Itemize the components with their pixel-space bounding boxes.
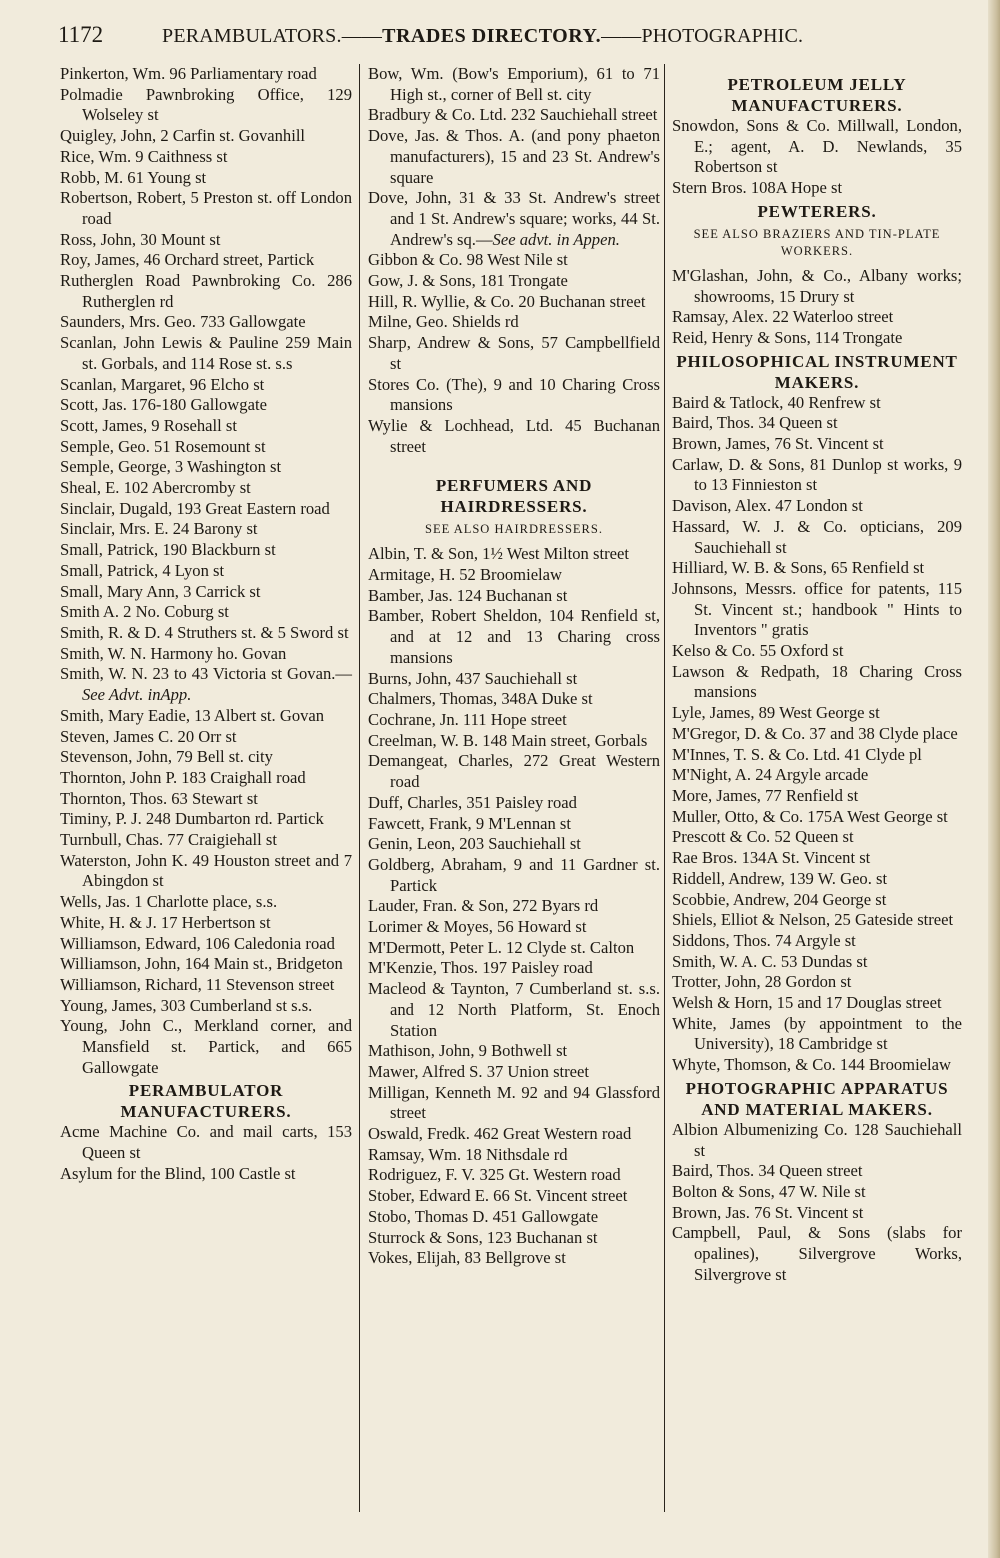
directory-entry (60, 789, 352, 810)
directory-entry (368, 1186, 660, 1207)
entry-text: Scanlan, John Lewis & Pauline 259 Main st. Gorbals, and 114 Rose st. s.s (60, 333, 352, 373)
entry-text: Polmadie Pawnbroking Office, 129 Wolseley st (60, 84, 352, 125)
directory-entry (60, 954, 352, 975)
entry-text: Vokes, Elijah, 83 Bellgrove st (368, 1248, 566, 1268)
entry-text: Baird, Thos. 34 Queen street (672, 1161, 863, 1181)
directory-entry (60, 519, 352, 540)
entry-text: Smith, W. N. Harmony ho. Govan (60, 643, 287, 663)
directory-entry (672, 827, 962, 848)
directory-entry (60, 333, 352, 374)
directory-entry (672, 266, 962, 307)
entry-text: Small, Mary Ann, 3 Carrick st (60, 581, 261, 601)
directory-entry (672, 848, 962, 869)
entry-text: Gow, J. & Sons, 181 Trongate (368, 271, 568, 291)
directory-entry (368, 669, 660, 690)
entry-text: Sturrock & Sons, 123 Buchanan st (368, 1227, 598, 1247)
entry-text: Bow, Wm. (Bow's Emporium), 61 to 71 High st., corner of Bell st. city (368, 64, 660, 104)
directory-entry (368, 565, 660, 586)
directory-entry (672, 434, 962, 455)
directory-entry (60, 250, 352, 271)
entry-text: Chalmers, Thomas, 348A Duke st (368, 689, 593, 709)
directory-entry (368, 416, 660, 457)
entry-text: Sharp, Andrew & Sons, 57 Campbellfield st (368, 333, 660, 373)
entry-text: M'Innes, T. S. & Co. Ltd. 41 Clyde pl (672, 744, 922, 764)
entry-text: Mawer, Alfred S. 37 Union street (368, 1061, 590, 1081)
directory-entry (60, 168, 352, 189)
right-heading: PHOTOGRAPHIC. (641, 25, 804, 47)
entry-text: Reid, Henry & Sons, 114 Trongate (672, 327, 903, 347)
entry-text: Hassard, W. J. & Co. opticians, 209 Sauchiehall st (672, 516, 962, 557)
entry-text: Snowdon, Sons & Co. Millwall, London, E.; agent, A. D. Newlands, 35 Robertson st (672, 116, 962, 177)
entry-text: Lauder, Fran. & Son, 272 Byars rd (368, 896, 599, 916)
entry-text: Semple, George, 3 Washington st (60, 457, 282, 477)
entry-text: Scott, Jas. 176-180 Gallowgate (60, 395, 267, 415)
entry-text: Duff, Charles, 351 Paisley road (368, 792, 577, 812)
entry-text: Bradbury & Co. Ltd. 232 Sauchiehall street (368, 105, 658, 125)
running-head: PERAMBULATORS.——TRADES DIRECTORY.——PHOTOGRAPHIC. (162, 25, 804, 47)
directory-entry (672, 703, 962, 724)
entry-text: M'Gregor, D. & Co. 37 and 38 Clyde place (672, 723, 958, 743)
advert-note: See advt. in Appen. (492, 229, 620, 249)
entry-text: Creelman, W. B. 148 Main street, Gorbals (368, 730, 648, 750)
directory-entry (368, 375, 660, 416)
entry-text: Stobo, Thomas D. 451 Gallowgate (368, 1206, 599, 1226)
directory-entry (368, 1145, 660, 1166)
directory-entry (368, 333, 660, 374)
entry-text: Wells, Jas. 1 Charlotte place, s.s. (60, 892, 278, 912)
directory-entry (368, 544, 660, 565)
entry-text: Fawcett, Frank, 9 M'Lennan st (368, 813, 571, 833)
entry-text: Sinclair, Dugald, 193 Great Eastern road (60, 498, 330, 518)
directory-entry (60, 540, 352, 561)
entry-text: M'Night, A. 24 Argyle arcade (672, 765, 869, 785)
entry-text: Smith, W. N. 23 to 43 Victoria st Govan.— (60, 664, 352, 684)
entry-text: Scobbie, Andrew, 204 George st (672, 889, 887, 909)
entry-text: Lawson & Redpath, 18 Charing Cross mansions (672, 661, 962, 702)
entry-text: Davison, Alex. 47 London st (672, 496, 863, 516)
entry-text: Ramsay, Wm. 18 Nithsdale rd (368, 1144, 568, 1164)
directory-entry (672, 393, 962, 414)
directory-entry (368, 689, 660, 710)
directory-entry (672, 178, 962, 199)
section-spacer (368, 457, 660, 473)
directory-entry (368, 64, 660, 105)
entry-text: Smith, Mary Eadie, 13 Albert st. Govan (60, 705, 325, 725)
entry-text: Johnsons, Messrs. office for patents, 115 St. Vincent st.; handbook " Hints to Inventors " gratis (672, 578, 962, 640)
directory-entry (368, 126, 660, 188)
entry-text: Steven, James C. 20 Orr st (60, 726, 237, 746)
column-divider (359, 64, 360, 1512)
center-heading: TRADES DIRECTORY. (382, 25, 602, 47)
see-also-note: SEE ALSO HAIRDRESSERS. (425, 522, 603, 537)
directory-entry (60, 230, 352, 251)
entry-text: Small, Patrick, 4 Lyon st (60, 560, 225, 580)
directory-entry (368, 188, 660, 250)
directory-entry (672, 1203, 962, 1224)
directory-entry (368, 958, 660, 979)
directory-entry (368, 586, 660, 607)
directory-entry (368, 1062, 660, 1083)
entry-text: White, James (by appointment to the University), 18 Cambridge st (672, 1013, 962, 1054)
entry-text: Oswald, Fredk. 462 Great Western road (368, 1124, 632, 1144)
directory-entry (368, 1207, 660, 1228)
see-also-note: SEE ALSO BRAZIERS AND TIN-PLATE WORKERS. (693, 226, 941, 258)
entry-text: Ross, John, 30 Mount st (60, 229, 221, 249)
entry-text: Genin, Leon, 203 Sauchiehall st (368, 834, 581, 854)
entry-text: Asylum for the Blind, 100 Castle st (60, 1163, 296, 1183)
entry-text: Bamber, Jas. 124 Buchanan st (368, 585, 568, 605)
directory-entry (60, 375, 352, 396)
entry-text: Rutherglen Road Pawnbroking Co. 286 Rutherglen rd (60, 271, 352, 311)
directory-entry (368, 292, 660, 313)
directory-entry (672, 993, 962, 1014)
directory-entry (672, 952, 962, 973)
directory-entry (60, 478, 352, 499)
directory-entry (60, 126, 352, 147)
entry-text: Milligan, Kenneth M. 92 and 94 Glassford street (368, 1082, 660, 1123)
directory-entry (368, 896, 660, 917)
directory-entry (60, 913, 352, 934)
entry-text: Lyle, James, 89 West George st (672, 703, 880, 723)
entry-text: Bolton & Sons, 47 W. Nile st (672, 1181, 866, 1201)
entry-text: Smith, W. A. C. 53 Dundas st (672, 951, 868, 971)
advert-note: See Advt. inApp. (82, 685, 192, 705)
entry-text: Williamson, Richard, 11 Stevenson street (60, 974, 335, 994)
directory-entry (672, 116, 962, 178)
directory-entry (368, 1041, 660, 1062)
entry-text: Campbell, Paul, & Sons (slabs for opalines), Silvergrove Works, Silvergrove st (672, 1223, 962, 1284)
directory-entry (60, 851, 352, 892)
entry-text: Turnbull, Chas. 77 Craigiehall st (60, 830, 277, 850)
entry-text: Young, James, 303 Cumberland st s.s. (60, 995, 313, 1015)
entry-text: Thornton, Thos. 63 Stewart st (60, 788, 258, 808)
entry-text: Siddons, Thos. 74 Argyle st (672, 930, 856, 950)
directory-entry (368, 793, 660, 814)
entry-text: Dove, Jas. & Thos. A. (and pony phaeton manufacturers), 15 and 23 St. Andrew's square (368, 126, 660, 187)
directory-entry (672, 496, 962, 517)
directory-entry (60, 706, 352, 727)
directory-entry (368, 917, 660, 938)
column-2 (368, 64, 660, 1269)
directory-entry (60, 934, 352, 955)
directory-entry (672, 662, 962, 703)
entry-text: Lorimer & Moyes, 56 Howard st (368, 917, 587, 937)
entry-text: Brown, James, 76 St. Vincent st (672, 434, 884, 454)
entry-text: Dove, John, 31 & 33 St. Andrew's street and 1 St. Andrew's square; works, 44 St. Andrew's sq.— (368, 188, 660, 249)
entry-text: Sinclair, Mrs. E. 24 Barony st (60, 519, 258, 539)
entry-text: Demangeat, Charles, 272 Great Western road (368, 751, 660, 792)
directory-entry (672, 724, 962, 745)
directory-entry (60, 1164, 352, 1185)
entry-text: Milne, Geo. Shields rd (368, 312, 519, 332)
entry-text: Quigley, John, 2 Carfin st. Govanhill (60, 126, 306, 146)
directory-entry (672, 1120, 962, 1161)
entry-text: Brown, Jas. 76 St. Vincent st (672, 1202, 864, 1222)
section-heading: PETROLEUM JELLY MANUFACTURERS. (727, 75, 907, 115)
entry-text: Stober, Edward E. 66 St. Vincent street (368, 1186, 628, 1206)
directory-entry (60, 437, 352, 458)
directory-entry (60, 644, 352, 665)
directory-entry (60, 416, 352, 437)
directory-entry (368, 938, 660, 959)
directory-entry (60, 561, 352, 582)
directory-entry (368, 814, 660, 835)
entry-text: Albin, T. & Son, 1½ West Milton street (368, 544, 629, 564)
entry-text: Small, Patrick, 190 Blackburn st (60, 540, 276, 560)
entry-text: Scott, James, 9 Rosehall st (60, 415, 237, 435)
directory-entry (672, 890, 962, 911)
directory-entry (60, 830, 352, 851)
directory-entry (60, 892, 352, 913)
entry-text: M'Glashan, John, & Co., Albany works; showrooms, 15 Drury st (672, 265, 962, 306)
page-spine-edge (988, 0, 1000, 1558)
directory-entry (672, 413, 962, 434)
entry-text: Williamson, Edward, 106 Caledonia road (60, 933, 335, 953)
entry-text: Burns, John, 437 Sauchiehall st (368, 668, 578, 688)
entry-text: Rice, Wm. 9 Caithness st (60, 146, 228, 166)
directory-entry (672, 807, 962, 828)
directory-entry (368, 312, 660, 333)
entry-text: Prescott & Co. 52 Queen st (672, 827, 854, 847)
entry-text: Welsh & Horn, 15 and 17 Douglas street (672, 993, 942, 1013)
entry-text: Hill, R. Wyllie, & Co. 20 Buchanan street (368, 291, 646, 311)
directory-entry (672, 910, 962, 931)
entry-text: Trotter, John, 28 Gordon st (672, 972, 852, 992)
entry-text: Pinkerton, Wm. 96 Parliamentary road (60, 64, 317, 83)
directory-entry (60, 664, 352, 705)
directory-entry (672, 579, 962, 641)
entry-text: Hilliard, W. B. & Sons, 65 Renfield st (672, 558, 925, 578)
directory-entry (672, 1055, 962, 1076)
directory-entry (60, 996, 352, 1017)
directory-entry (60, 747, 352, 768)
left-heading: PERAMBULATORS. (162, 25, 342, 47)
section-heading: PHILOSOPHICAL INSTRUMENT MAKERS. (676, 351, 958, 392)
directory-entry (60, 975, 352, 996)
entry-text: Goldberg, Abraham, 9 and 11 Gardner st. Partick (368, 854, 660, 895)
directory-entry (672, 517, 962, 558)
directory-entry (368, 1165, 660, 1186)
entry-text: Saunders, Mrs. Geo. 733 Gallowgate (60, 312, 306, 332)
directory-entry (672, 307, 962, 328)
entry-text: Scanlan, Margaret, 96 Elcho st (60, 374, 265, 394)
directory-entry (60, 623, 352, 644)
entry-text: Whyte, Thomson, & Co. 144 Broomielaw (672, 1055, 951, 1075)
directory-entry (672, 745, 962, 766)
entry-text: Stores Co. (The), 9 and 10 Charing Cross mansions (368, 374, 660, 415)
page-number: 1172 (58, 22, 104, 47)
entry-text: Albion Albumenizing Co. 128 Sauchiehall st (672, 1119, 962, 1160)
directory-entry (672, 1161, 962, 1182)
entry-text: Semple, Geo. 51 Rosemount st (60, 436, 266, 456)
directory-entry (672, 1014, 962, 1055)
entry-text: Kelso & Co. 55 Oxford st (672, 641, 844, 661)
entry-text: Bamber, Robert Sheldon, 104 Renfield st, and at 12 and 13 Charing cross mansions (368, 606, 660, 667)
directory-entry (368, 731, 660, 752)
entry-text: Baird & Tatlock, 40 Renfrew st (672, 392, 881, 412)
section-heading: PEWTERERS. (757, 201, 877, 221)
directory-entry (368, 751, 660, 792)
directory-entry (368, 1248, 660, 1269)
entry-text: Smith A. 2 No. Coburg st (60, 602, 229, 622)
entry-text: Wylie & Lochhead, Ltd. 45 Buchanan street (368, 415, 660, 456)
entry-text: Gibbon & Co. 98 West Nile st (368, 250, 568, 270)
directory-entry (60, 768, 352, 789)
directory-entry (60, 395, 352, 416)
entry-text: Williamson, John, 164 Main st., Bridgeton (60, 954, 343, 974)
directory-entry (60, 271, 352, 312)
directory-entry (672, 641, 962, 662)
entry-text: White, H. & J. 17 Herbertson st (60, 912, 271, 932)
section-heading: PERFUMERS AND HAIRDRESSERS. (435, 476, 593, 517)
directory-entry (368, 250, 660, 271)
entry-text: Timiny, P. J. 248 Dumbarton rd. Partick (60, 809, 324, 829)
column-divider (664, 64, 665, 1512)
directory-entry (60, 85, 352, 126)
directory-entry (60, 1016, 352, 1078)
directory-entry (60, 188, 352, 229)
entry-text: Smith, R. & D. 4 Struthers st. & 5 Sword st (60, 622, 349, 642)
entry-text: Rodriguez, F. V. 325 Gt. Western road (368, 1165, 621, 1185)
directory-entry (368, 271, 660, 292)
section-heading: PHOTOGRAPHIC APPARATUS AND MATERIAL MAKERS. (685, 1078, 949, 1119)
directory-entry (368, 710, 660, 731)
entry-text: Muller, Otto, & Co. 175A West George st (672, 806, 948, 826)
entry-text: Acme Machine Co. and mail carts, 153 Queen st (60, 1122, 352, 1163)
directory-entry (672, 1182, 962, 1203)
entry-text: Carlaw, D. & Sons, 81 Dunlop st works, 9 to 13 Finnieston st (672, 454, 962, 495)
column-1 (60, 64, 352, 1185)
directory-entry (368, 105, 660, 126)
entry-text: Waterston, John K. 49 Houston street and 7 Abingdon st (60, 850, 352, 891)
entry-text: Young, John C., Merkland corner, and Mansfield st. Partick, and 665 Gallowgate (60, 1016, 352, 1077)
directory-entry (672, 869, 962, 890)
directory-entry (60, 582, 352, 603)
directory-entry (368, 1228, 660, 1249)
page-header (58, 22, 948, 56)
directory-entry (368, 1083, 660, 1124)
directory-entry (368, 834, 660, 855)
entry-text: Baird, Thos. 34 Queen st (672, 413, 838, 433)
entry-text: More, James, 77 Renfield st (672, 785, 859, 805)
directory-entry (60, 147, 352, 168)
directory-entry (672, 786, 962, 807)
entry-text: Riddell, Andrew, 139 W. Geo. st (672, 868, 888, 888)
directory-entry (672, 765, 962, 786)
directory-entry (672, 558, 962, 579)
column-3 (672, 64, 962, 1285)
directory-entry (672, 1223, 962, 1285)
directory-entry (368, 855, 660, 896)
entry-text: M'Kenzie, Thos. 197 Paisley road (368, 958, 593, 978)
directory-entry (368, 979, 660, 1041)
entry-text: Roy, James, 46 Orchard street, Partick (60, 250, 315, 270)
directory-entry (672, 931, 962, 952)
entry-text: Robb, M. 61 Young st (60, 167, 207, 187)
entry-text: Macleod & Taynton, 7 Cumberland st. s.s. and 12 North Platform, St. Enoch Station (368, 979, 660, 1040)
entry-text: Armitage, H. 52 Broomielaw (368, 565, 563, 585)
directory-entry (60, 1122, 352, 1163)
directory-entry (672, 972, 962, 993)
directory-entry (368, 606, 660, 668)
entry-text: Rae Bros. 134A St. Vincent st (672, 848, 871, 868)
entry-text: M'Dermott, Peter L. 12 Clyde st. Calton (368, 937, 635, 957)
directory-entry (60, 64, 352, 85)
entry-text: Stevenson, John, 79 Bell st. city (60, 747, 273, 767)
entry-text: Ramsay, Alex. 22 Waterloo street (672, 307, 894, 327)
directory-entry (60, 457, 352, 478)
entry-text: Robertson, Robert, 5 Preston st. off London road (60, 188, 352, 228)
section-heading: PERAMBULATOR MANUFACTURERS. (120, 1081, 292, 1122)
entry-text: Mathison, John, 9 Bothwell st (368, 1041, 568, 1061)
directory-entry (60, 809, 352, 830)
directory-entry (60, 312, 352, 333)
directory-entry (60, 499, 352, 520)
entry-text: Stern Bros. 108A Hope st (672, 178, 843, 198)
directory-entry (60, 727, 352, 748)
entry-text: Thornton, John P. 183 Craighall road (60, 767, 306, 787)
directory-entry (368, 1124, 660, 1145)
directory-entry (60, 602, 352, 623)
directory-entry (672, 455, 962, 496)
entry-text: Shiels, Elliot & Nelson, 25 Gateside street (672, 910, 954, 930)
entry-text: Cochrane, Jn. 111 Hope street (368, 709, 567, 729)
entry-text: Sheal, E. 102 Abercromby st (60, 478, 251, 498)
directory-entry (672, 328, 962, 349)
